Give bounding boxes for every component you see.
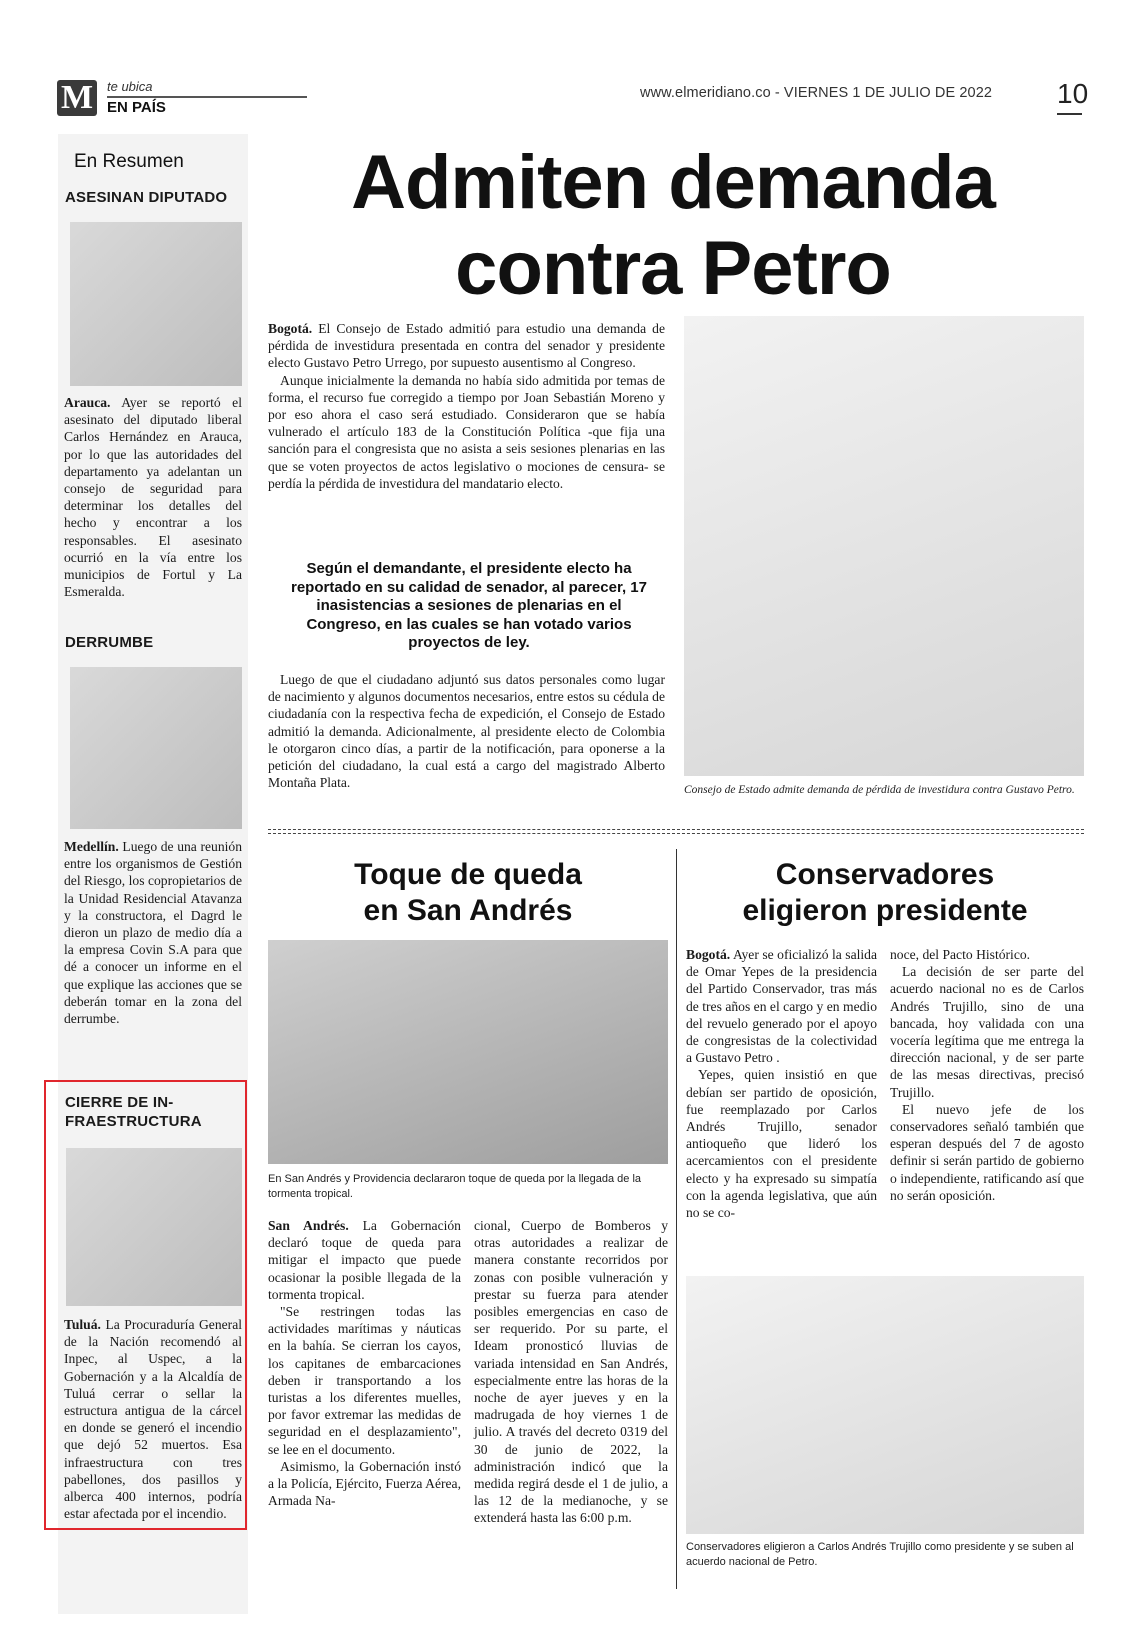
conservadores-col1 bbox=[686, 946, 877, 1221]
photo-san-andres bbox=[268, 940, 668, 1164]
page-number-rule bbox=[1057, 113, 1082, 115]
main-headline-line1: Admiten demanda bbox=[351, 140, 995, 225]
place-bogota-main: Bogotá. bbox=[268, 321, 313, 336]
sidebar-item-heading-derrumbe: DERRUMBE bbox=[65, 634, 154, 651]
main-p2: Aunque inicialmente la demanda no había sido admitida por temas de forma, el recurso fue corregido a tiempo por Joan Sebastián Moreno y por eso ahora el caso será estudiado. Consideraron que se había vulnerado el artículo 183 de la Constitución Política -que fija una sanción para el congresista que no asista a seis sesiones plenarias en las que se voten proyectos de actos legislativo o mociones de censura- se perdía la pérdida de investidura del mandatario electo. bbox=[268, 372, 665, 491]
photo-trujillo-caption: Conservadores eligieron a Carlos Andrés Trujillo como presidente y se suben al acuerdo nacional de Petro. bbox=[686, 1541, 1074, 1568]
photo-derrumbe bbox=[70, 667, 242, 829]
conservadores-col2 bbox=[890, 946, 1084, 1204]
photo-petro bbox=[684, 316, 1084, 776]
place-bogota-conservadores: Bogotá. bbox=[686, 947, 731, 962]
sidebar-item-text-tulua bbox=[64, 1316, 242, 1522]
toque-col2-p1: cional, Cuerpo de Bomberos y otras autoridades a realizar de manera constante recorridos por zonas con posible vulneración y prestar su fuerza para atender posibles emergencias en caso de ser requerido. Por su parte, el Ideam pronosticó lluvias de variada intensidad en San Andrés, especialmente entre las horas de la noche de ayer jueves y en la madrugada de hoy viernes 1 de julio. A través del decreto 0319 del 30 de junio de 2022, la administración indicó que la medida regirá desde el 1 de julio, a las 12 de la medianoche, y se extenderá hasta las 6:00 p.m. bbox=[474, 1218, 668, 1526]
text-medellin: Luego de una reunión entre los organismos de Gestión del Riesgo, los copropietarios de la Unidad Residencial Atavanza y la constructora, el Dagrd le dieron un plazo de medio día a la empresa Covin S.A para que dé a conocer un informe en el que explique las acciones que se deberán tomar en la zona del derrumbe. bbox=[64, 839, 242, 1027]
toque-headline bbox=[268, 857, 668, 929]
toque-col1-p1: La Gobernación declaró toque de queda para mitigar el impacto que puede ocasionar la posible llegada de la tormenta tropical. bbox=[268, 1218, 461, 1302]
conservadores-col2-p2: La decisión de ser parte del acuerdo nacional no es de Carlos Andrés Trujillo, sino de una bancada, hoy validada con una vocería legítima que me entrega la dirección nacional, y de ser parte de las mesas directivas, precisó Trujillo. bbox=[890, 964, 1084, 1100]
conservadores-headline-line2: eligieron presidente bbox=[742, 894, 1028, 927]
section-divider bbox=[268, 829, 1084, 834]
conservadores-headline-line1: Conservadores bbox=[775, 858, 995, 891]
site-date: www.elmeridiano.co - VIERNES 1 DE JULIO DE 2022 bbox=[640, 85, 993, 101]
pullquote: Según el demandante, el presidente electo ha reportado en su calidad de senador, al parecer, 17 inasistencias a sesiones de plenarias en el Congreso, en las cuales se han votado varios proyectos de ley. bbox=[291, 560, 647, 651]
header-rule bbox=[107, 96, 307, 98]
toque-headline-line2: en San Andrés bbox=[363, 894, 573, 927]
conservadores-headline bbox=[686, 857, 1084, 929]
photo-carcel bbox=[66, 1148, 242, 1306]
column-divider bbox=[676, 849, 677, 1589]
section-kicker: te ubica bbox=[107, 79, 153, 94]
text-tulua: La Procuraduría General de la Nación recomendó al Inpec, al Uspec, a la Gobernación y a la Alcaldía de Tuluá cerrar o sellar la estructura antigua de la cárcel en donde se generó el incendio que dejó 52 muertos. Esa infraestructura con tres pabellones, dos pasillos y alberca 400 internos, podría estar afectada por el incendio. bbox=[64, 1317, 243, 1522]
page-header bbox=[0, 0, 1144, 140]
place-san-andres: San Andrés. bbox=[268, 1218, 349, 1233]
text-arauca: Ayer se reportó el asesinato del diputado liberal Carlos Hernández en Arauca, por lo que las autoridades del departamento ya adelantan un consejo de seguridad para determinar los detalles del hecho y encontrar a los responsables. El asesinato ocurrió en la vía entre los municipios de Fortul y La Esmeralda. bbox=[64, 395, 242, 600]
toque-col1-p2: "Se restringen todas las actividades marítimas y náuticas en la bahía. Se cierran los cayos, los capitanes de embarcaciones deben ir transportando a los turistas a los diferentes muelles, por favor extremar las medidas de seguridad en el desplazamiento", se lee en el documento. bbox=[268, 1304, 461, 1457]
toque-headline-line1: Toque de queda bbox=[354, 858, 582, 891]
place-arauca: Arauca. bbox=[64, 395, 111, 410]
conservadores-col2-p3: El nuevo jefe de los conservadores señaló también que esperan después del 7 de agosto definir si serán partido de gobierno o independiente, ratificando así que no serán oposición. bbox=[890, 1101, 1084, 1203]
heading-cierre-line2: FRAESTRUCTURA bbox=[65, 1113, 202, 1130]
toque-col1-p3: Asimismo, la Gobernación instó a la Policía, Ejército, Fuerza Aérea, Armada Na- bbox=[268, 1458, 461, 1509]
toque-col2 bbox=[474, 1217, 668, 1527]
sidebar-item-heading-asesinan: ASESINAN DIPUTADO bbox=[65, 189, 228, 206]
sidebar-item-heading-cierre bbox=[65, 1093, 202, 1131]
place-medellin: Medellín. bbox=[64, 839, 119, 854]
section-name: EN PAÍS bbox=[107, 99, 166, 116]
main-story-body-bottom bbox=[268, 671, 665, 791]
sidebar-item-text-medellin bbox=[64, 838, 242, 1027]
main-headline-line2: contra Petro bbox=[455, 226, 891, 311]
photo-trujillo bbox=[686, 1276, 1084, 1534]
main-p1: El Consejo de Estado admitió para estudio una demanda de pérdida de investidura presentada en contra del senador y presidente electo Gustavo Petro Urrego, por supuesto ausentismo al Congreso. bbox=[268, 321, 665, 371]
heading-cierre-line1: CIERRE DE IN- bbox=[65, 1094, 174, 1111]
photo-petro-caption: Consejo de Estado admite demanda de pérdida de investidura contra Gustavo Petro. bbox=[684, 784, 1075, 796]
main-story-body-top bbox=[268, 320, 665, 492]
photo-diputado bbox=[70, 222, 242, 386]
sidebar-item-text-arauca bbox=[64, 394, 242, 600]
main-p3: Luego de que el ciudadano adjuntó sus datos personales como lugar de nacimiento y algunos documentos necesarios, entre estos su cédula de ciudadanía con la respectiva fecha de expedición, el Consejo de Estado admitió la demanda. Adicionalmente, al presidente electo de Colombia le otorgaron cinco días, a partir de la notificación, para oponerse a la petición del ciudadano, la cual está a cargo del magistrado Alberto Montaña Plata. bbox=[268, 672, 665, 791]
place-tulua: Tuluá. bbox=[64, 1317, 101, 1332]
main-headline bbox=[268, 140, 1078, 312]
toque-col1 bbox=[268, 1217, 461, 1509]
sidebar-title: En Resumen bbox=[74, 151, 184, 172]
conservadores-col1-p1: Ayer se oficializó la salida de Omar Yepes de la presidencia del Partido Conservador, tras más de tres años en el cargo y en medio del revuelo generado por el apoyo de congresistas de la colectividad a Gustavo Petro . bbox=[686, 947, 877, 1066]
photo-san-andres-caption: En San Andrés y Providencia declararon toque de queda por la llegada de la tormenta tropical. bbox=[268, 1173, 642, 1200]
logo: M bbox=[57, 80, 97, 116]
page-number: 10 bbox=[1057, 78, 1089, 109]
conservadores-col1-p2: Yepes, quien insistió en que debían ser partido de oposición, fue reemplazado por Carlos Andrés Trujillo, senador antioqueño que lideró los acercamientos con el presidente electo y ha expresado su simpatía con la agenda legislativa, que aún no se co- bbox=[686, 1067, 877, 1221]
conservadores-col2-p1: noce, del Pacto Histórico. bbox=[890, 947, 1031, 962]
